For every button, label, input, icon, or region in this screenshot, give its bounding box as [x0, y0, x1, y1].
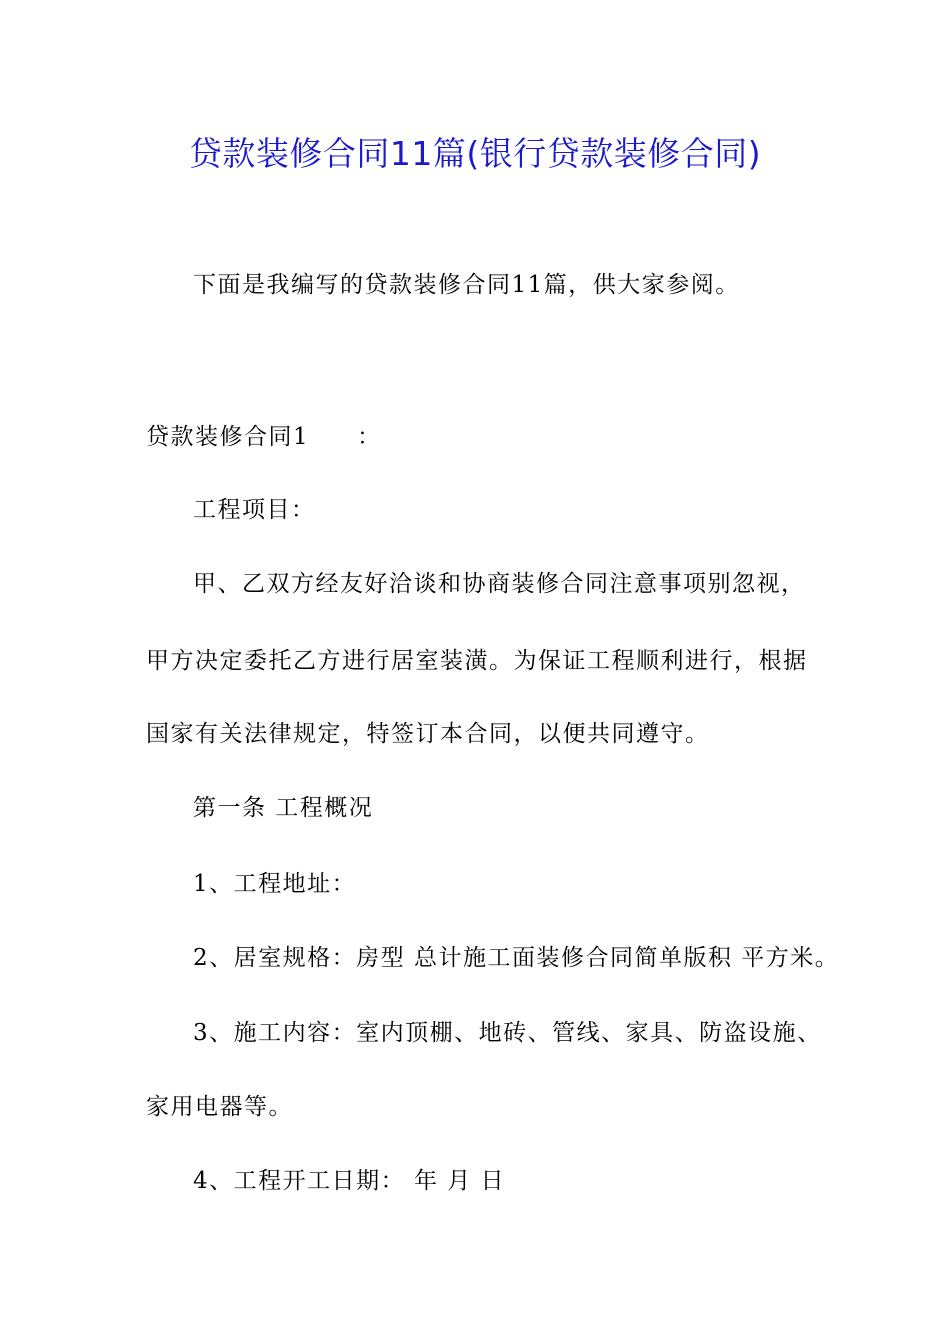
paragraph-project: 工程项目： [193, 497, 316, 523]
paragraph-line: 国家有关法律规定，特签订本合同，以便共同遵守。 [146, 721, 710, 747]
section-heading [146, 422, 382, 452]
list-item: 3、施工内容：室内顶棚、地砖、管线、家具、防盗设施、 [193, 1020, 822, 1046]
list-item-continuation: 家用电器等。 [146, 1094, 293, 1120]
section-heading-text: 贷款装修合同1 [146, 424, 310, 450]
article-heading: 第一条 工程概况 [193, 795, 374, 821]
list-item: 4、工程开工日期： 年 月 日 [193, 1168, 506, 1194]
list-item: 2、居室规格：房型 总计施工面装修合同简单版积 平方米。 [193, 945, 840, 971]
paragraph-line: 甲方决定委托乙方进行居室装潢。为保证工程顺利进行，根据 [146, 648, 808, 674]
intro-paragraph: 下面是我编写的贷款装修合同11篇，供大家参阅。 [193, 272, 740, 298]
list-item: 1、工程地址： [193, 871, 357, 897]
paragraph-line: 甲、乙双方经友好洽谈和协商装修合同注意事项别忽视， [193, 571, 806, 597]
section-heading-colon: ： [357, 424, 382, 450]
document-title: 贷款装修合同11篇(银行贷款装修合同) [188, 134, 762, 173]
